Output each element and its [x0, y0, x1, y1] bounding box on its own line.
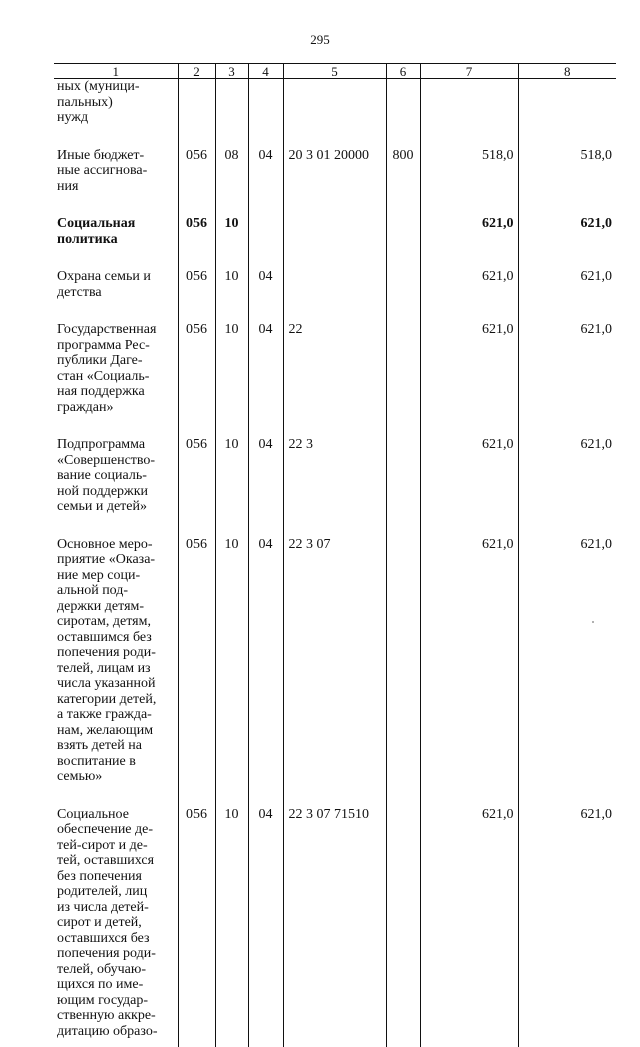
- row-name-cell: ных (муници- пальных) нужд: [54, 79, 178, 148]
- target-article-cell: 22 3 07: [283, 537, 386, 807]
- row-name-cell: Охрана семьи и детства: [54, 269, 178, 322]
- page-number: 295: [0, 32, 640, 48]
- subsection-cell: [248, 79, 283, 148]
- table-body: [54, 79, 616, 1047]
- table-row: [54, 437, 616, 537]
- row-name-cell: Основное меро- приятие «Оказа- ние мер соци- альной под- держки детям- сиротам, детям, оставшимся без попечения роди- телей, лицам из числа указанной категории детей, а также гражда- нам, желающим взять детей на воспитание в семью»: [54, 537, 178, 807]
- table-row: [54, 807, 616, 1047]
- subsection-cell: 04: [248, 807, 283, 1047]
- expense-type-cell: [386, 79, 420, 148]
- kved-cell: 056: [178, 216, 215, 269]
- target-article-cell: [283, 79, 386, 148]
- subsection-cell: 04: [248, 269, 283, 322]
- target-article-cell: 22: [283, 322, 386, 437]
- amount-cell-col7: 518,0: [420, 148, 518, 217]
- table-row: [54, 148, 616, 217]
- row-name-cell: Государственная программа Рес- публики Даге- стан «Социаль- ная поддержка граждан»: [54, 322, 178, 437]
- target-article-cell: 22 3: [283, 437, 386, 537]
- column-header: 5: [283, 64, 386, 79]
- expense-type-cell: [386, 269, 420, 322]
- kved-cell: [178, 79, 215, 148]
- section-cell: 10: [215, 216, 248, 269]
- target-article-cell: [283, 269, 386, 322]
- amount-cell-col7: 621,0: [420, 269, 518, 322]
- amount-cell-col8: 621,0: [518, 269, 616, 322]
- table-row: [54, 269, 616, 322]
- expense-type-cell: 800: [386, 148, 420, 217]
- row-name-cell: Иные бюджет- ные ассигнова- ния: [54, 148, 178, 217]
- scan-speck: [592, 621, 594, 623]
- table-header-row: [54, 64, 616, 79]
- target-article-cell: [283, 216, 386, 269]
- expense-type-cell: [386, 437, 420, 537]
- kved-cell: 056: [178, 437, 215, 537]
- target-article-cell: 20 3 01 20000: [283, 148, 386, 217]
- amount-cell-col8: 621,0: [518, 437, 616, 537]
- kved-cell: 056: [178, 537, 215, 807]
- subsection-cell: 04: [248, 148, 283, 217]
- section-cell: 10: [215, 322, 248, 437]
- expense-type-cell: [386, 537, 420, 807]
- amount-cell-col7: 621,0: [420, 322, 518, 437]
- amount-cell-col8: 621,0: [518, 807, 616, 1047]
- column-header: 6: [386, 64, 420, 79]
- subsection-cell: [248, 216, 283, 269]
- column-header: 3: [215, 64, 248, 79]
- subsection-cell: 04: [248, 537, 283, 807]
- budget-table: [54, 63, 616, 1047]
- amount-cell-col8: [518, 79, 616, 148]
- column-header: 8: [518, 64, 616, 79]
- kved-cell: 056: [178, 148, 215, 217]
- amount-cell-col7: 621,0: [420, 537, 518, 807]
- table-row: [54, 79, 616, 148]
- row-name-cell: Социальное обеспечение де- тей-сирот и де- тей, оставшихся без попечения родителей, лиц из числа детей- сирот и детей, оставшихся без попечения роди- телей, обучаю- щихся по име- ющим государ- ственную аккре- дитацию образо-: [54, 807, 178, 1047]
- section-cell: 10: [215, 269, 248, 322]
- column-header: 4: [248, 64, 283, 79]
- amount-cell-col8: 621,0: [518, 216, 616, 269]
- expense-type-cell: [386, 807, 420, 1047]
- kved-cell: 056: [178, 322, 215, 437]
- section-cell: 10: [215, 537, 248, 807]
- target-article-cell: 22 3 07 71510: [283, 807, 386, 1047]
- row-name-cell: Подпрограмма «Совершенство- вание социаль- ной поддержки семьи и детей»: [54, 437, 178, 537]
- column-header: 7: [420, 64, 518, 79]
- table-row: [54, 537, 616, 807]
- amount-cell-col8: 621,0: [518, 322, 616, 437]
- subsection-cell: 04: [248, 437, 283, 537]
- table-row: [54, 216, 616, 269]
- section-cell: 10: [215, 437, 248, 537]
- expense-type-cell: [386, 216, 420, 269]
- column-header: 2: [178, 64, 215, 79]
- amount-cell-col7: 621,0: [420, 437, 518, 537]
- amount-cell-col7: [420, 79, 518, 148]
- amount-cell-col8: 518,0: [518, 148, 616, 217]
- amount-cell-col7: 621,0: [420, 216, 518, 269]
- kved-cell: 056: [178, 269, 215, 322]
- section-cell: 08: [215, 148, 248, 217]
- column-header: 1: [54, 64, 178, 79]
- amount-cell-col8: 621,0: [518, 537, 616, 807]
- amount-cell-col7: 621,0: [420, 807, 518, 1047]
- kved-cell: 056: [178, 807, 215, 1047]
- section-cell: 10: [215, 807, 248, 1047]
- subsection-cell: 04: [248, 322, 283, 437]
- expense-type-cell: [386, 322, 420, 437]
- section-cell: [215, 79, 248, 148]
- row-name-cell: Социальная политика: [54, 216, 178, 269]
- table-row: [54, 322, 616, 437]
